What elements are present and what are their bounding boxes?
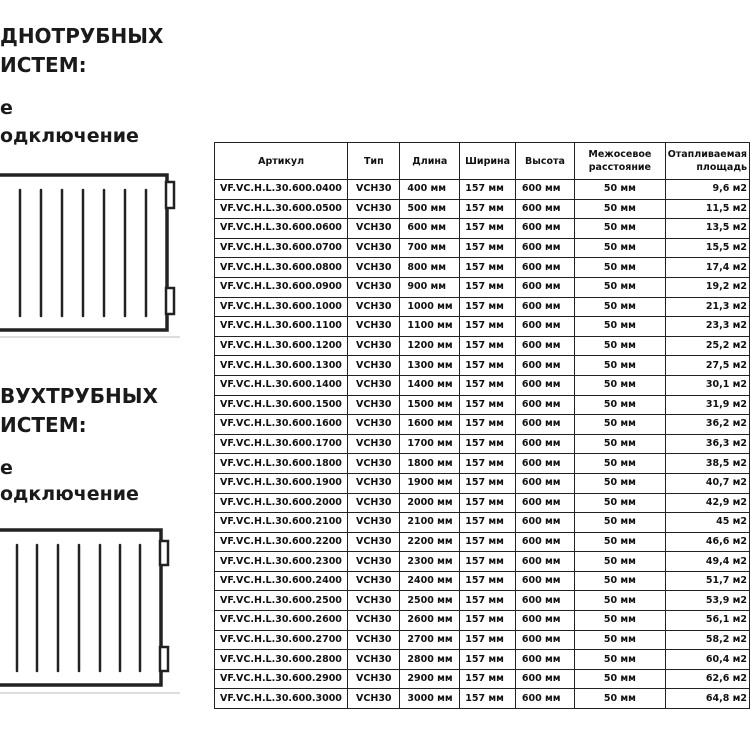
cell-height: 600 мм bbox=[515, 532, 574, 552]
table-row bbox=[215, 630, 750, 650]
cell-width: 157 мм bbox=[460, 415, 516, 435]
table-row bbox=[215, 297, 750, 317]
cell-heated-area: 49,4 м2 bbox=[665, 552, 749, 572]
cell-height: 600 мм bbox=[515, 434, 574, 454]
cell-heated-area: 60,4 м2 bbox=[665, 650, 749, 670]
cell-height: 600 мм bbox=[515, 277, 574, 297]
cell-heated-area: 62,6 м2 bbox=[665, 669, 749, 689]
cell-axis-distance: 50 мм bbox=[575, 630, 666, 650]
cell-heated-area: 42,9 м2 bbox=[665, 493, 749, 513]
section1-subtitle-line1: е bbox=[0, 97, 13, 119]
cell-width: 157 мм bbox=[460, 513, 516, 533]
cell-height: 600 мм bbox=[515, 571, 574, 591]
cell-length: 1800 мм bbox=[400, 454, 460, 474]
cell-height: 600 мм bbox=[515, 689, 574, 709]
section2-subtitle-line1: е bbox=[0, 457, 13, 479]
cell-article: VF.VC.H.L.30.600.1600 bbox=[215, 415, 348, 435]
cell-article: VF.VC.H.L.30.600.1200 bbox=[215, 336, 348, 356]
table-row bbox=[215, 277, 750, 297]
cell-width: 157 мм bbox=[460, 395, 516, 415]
cell-height: 600 мм bbox=[515, 454, 574, 474]
cell-axis-distance: 50 мм bbox=[575, 454, 666, 474]
table-row bbox=[215, 199, 750, 219]
cell-type: VCH30 bbox=[348, 277, 400, 297]
header-type: Тип bbox=[348, 143, 400, 180]
cell-heated-area: 30,1 м2 bbox=[665, 375, 749, 395]
cell-type: VCH30 bbox=[348, 552, 400, 572]
cell-length: 2800 мм bbox=[400, 650, 460, 670]
table-row bbox=[215, 669, 750, 689]
cell-type: VCH30 bbox=[348, 258, 400, 278]
cell-axis-distance: 50 мм bbox=[575, 356, 666, 376]
cell-axis-distance: 50 мм bbox=[575, 434, 666, 454]
cell-width: 157 мм bbox=[460, 650, 516, 670]
cell-type: VCH30 bbox=[348, 375, 400, 395]
cell-heated-area: 53,9 м2 bbox=[665, 591, 749, 611]
cell-article: VF.VC.H.L.30.600.1000 bbox=[215, 297, 348, 317]
cell-axis-distance: 50 мм bbox=[575, 219, 666, 239]
cell-heated-area: 45 м2 bbox=[665, 513, 749, 533]
cell-axis-distance: 50 мм bbox=[575, 473, 666, 493]
cell-heated-area: 51,7 м2 bbox=[665, 571, 749, 591]
cell-heated-area: 23,3 м2 bbox=[665, 317, 749, 337]
cell-heated-area: 46,6 м2 bbox=[665, 532, 749, 552]
cell-type: VCH30 bbox=[348, 611, 400, 631]
cell-article: VF.VC.H.L.30.600.1900 bbox=[215, 473, 348, 493]
cell-axis-distance: 50 мм bbox=[575, 336, 666, 356]
cell-type: VCH30 bbox=[348, 493, 400, 513]
cell-type: VCH30 bbox=[348, 689, 400, 709]
cell-height: 600 мм bbox=[515, 317, 574, 337]
cell-height: 600 мм bbox=[515, 375, 574, 395]
cell-length: 800 мм bbox=[400, 258, 460, 278]
cell-height: 600 мм bbox=[515, 552, 574, 572]
cell-width: 157 мм bbox=[460, 473, 516, 493]
section2-heading-line2: ИСТЕМ: bbox=[0, 413, 87, 437]
cell-article: VF.VC.H.L.30.600.1500 bbox=[215, 395, 348, 415]
cell-length: 1700 мм bbox=[400, 434, 460, 454]
cell-type: VCH30 bbox=[348, 238, 400, 258]
cell-height: 600 мм bbox=[515, 395, 574, 415]
cell-width: 157 мм bbox=[460, 454, 516, 474]
cell-article: VF.VC.H.L.30.600.2400 bbox=[215, 571, 348, 591]
cell-article: VF.VC.H.L.30.600.2700 bbox=[215, 630, 348, 650]
cell-axis-distance: 50 мм bbox=[575, 669, 666, 689]
cell-article: VF.VC.H.L.30.600.0500 bbox=[215, 199, 348, 219]
cell-length: 2900 мм bbox=[400, 669, 460, 689]
cell-width: 157 мм bbox=[460, 336, 516, 356]
cell-article: VF.VC.H.L.30.600.0700 bbox=[215, 238, 348, 258]
cell-length: 1200 мм bbox=[400, 336, 460, 356]
cell-article: VF.VC.H.L.30.600.1800 bbox=[215, 454, 348, 474]
cell-length: 1100 мм bbox=[400, 317, 460, 337]
cell-article: VF.VC.H.L.30.600.2800 bbox=[215, 650, 348, 670]
cell-axis-distance: 50 мм bbox=[575, 258, 666, 278]
cell-type: VCH30 bbox=[348, 199, 400, 219]
cell-length: 2100 мм bbox=[400, 513, 460, 533]
table-row bbox=[215, 317, 750, 337]
section2-subtitle-line2: одключение bbox=[0, 483, 139, 505]
cell-length: 1000 мм bbox=[400, 297, 460, 317]
cell-height: 600 мм bbox=[515, 180, 574, 200]
cell-axis-distance: 50 мм bbox=[575, 297, 666, 317]
table-row bbox=[215, 591, 750, 611]
cell-heated-area: 15,5 м2 bbox=[665, 238, 749, 258]
cell-heated-area: 38,5 м2 bbox=[665, 454, 749, 474]
cell-width: 157 мм bbox=[460, 689, 516, 709]
cell-width: 157 мм bbox=[460, 434, 516, 454]
table-row bbox=[215, 571, 750, 591]
cell-axis-distance: 50 мм bbox=[575, 611, 666, 631]
header-axis-distance: Межосевое расстояние bbox=[575, 143, 666, 180]
cell-length: 1500 мм bbox=[400, 395, 460, 415]
cell-heated-area: 40,7 м2 bbox=[665, 473, 749, 493]
table-row bbox=[215, 219, 750, 239]
table-header-row bbox=[215, 143, 750, 180]
cell-height: 600 мм bbox=[515, 591, 574, 611]
cell-type: VCH30 bbox=[348, 180, 400, 200]
cell-height: 600 мм bbox=[515, 493, 574, 513]
cell-axis-distance: 50 мм bbox=[575, 238, 666, 258]
cell-axis-distance: 50 мм bbox=[575, 180, 666, 200]
cell-article: VF.VC.H.L.30.600.2500 bbox=[215, 591, 348, 611]
cell-axis-distance: 50 мм bbox=[575, 571, 666, 591]
table-row bbox=[215, 336, 750, 356]
table-row bbox=[215, 434, 750, 454]
cell-article: VF.VC.H.L.30.600.2100 bbox=[215, 513, 348, 533]
cell-width: 157 мм bbox=[460, 591, 516, 611]
cell-type: VCH30 bbox=[348, 395, 400, 415]
cell-heated-area: 64,8 м2 bbox=[665, 689, 749, 709]
cell-axis-distance: 50 мм bbox=[575, 591, 666, 611]
cell-type: VCH30 bbox=[348, 513, 400, 533]
cell-type: VCH30 bbox=[348, 434, 400, 454]
cell-length: 1900 мм bbox=[400, 473, 460, 493]
cell-length: 2700 мм bbox=[400, 630, 460, 650]
cell-width: 157 мм bbox=[460, 238, 516, 258]
cell-width: 157 мм bbox=[460, 571, 516, 591]
cell-type: VCH30 bbox=[348, 669, 400, 689]
table-row bbox=[215, 552, 750, 572]
header-height: Высота bbox=[515, 143, 574, 180]
cell-width: 157 мм bbox=[460, 258, 516, 278]
header-article: Артикул bbox=[215, 143, 348, 180]
cell-length: 2300 мм bbox=[400, 552, 460, 572]
cell-height: 600 мм bbox=[515, 258, 574, 278]
cell-article: VF.VC.H.L.30.600.3000 bbox=[215, 689, 348, 709]
cell-length: 3000 мм bbox=[400, 689, 460, 709]
cell-article: VF.VC.H.L.30.600.0400 bbox=[215, 180, 348, 200]
cell-type: VCH30 bbox=[348, 650, 400, 670]
cell-length: 1300 мм bbox=[400, 356, 460, 376]
cell-axis-distance: 50 мм bbox=[575, 415, 666, 435]
cell-width: 157 мм bbox=[460, 532, 516, 552]
cell-height: 600 мм bbox=[515, 356, 574, 376]
cell-height: 600 мм bbox=[515, 297, 574, 317]
cell-type: VCH30 bbox=[348, 454, 400, 474]
cell-length: 2000 мм bbox=[400, 493, 460, 513]
cell-axis-distance: 50 мм bbox=[575, 395, 666, 415]
table-row bbox=[215, 513, 750, 533]
cell-heated-area: 17,4 м2 bbox=[665, 258, 749, 278]
cell-height: 600 мм bbox=[515, 630, 574, 650]
table-row bbox=[215, 375, 750, 395]
table-row bbox=[215, 395, 750, 415]
cell-length: 700 мм bbox=[400, 238, 460, 258]
table-row bbox=[215, 650, 750, 670]
cell-article: VF.VC.H.L.30.600.2300 bbox=[215, 552, 348, 572]
cell-width: 157 мм bbox=[460, 630, 516, 650]
cell-axis-distance: 50 мм bbox=[575, 493, 666, 513]
cell-axis-distance: 50 мм bbox=[575, 277, 666, 297]
cell-axis-distance: 50 мм bbox=[575, 532, 666, 552]
section1-heading-line1: ДНОТРУБНЫХ bbox=[0, 24, 164, 48]
cell-type: VCH30 bbox=[348, 591, 400, 611]
cell-length: 2400 мм bbox=[400, 571, 460, 591]
table-row bbox=[215, 356, 750, 376]
cell-height: 600 мм bbox=[515, 611, 574, 631]
cell-heated-area: 19,2 м2 bbox=[665, 277, 749, 297]
cell-width: 157 мм bbox=[460, 669, 516, 689]
cell-axis-distance: 50 мм bbox=[575, 317, 666, 337]
cell-article: VF.VC.H.L.30.600.1300 bbox=[215, 356, 348, 376]
cell-type: VCH30 bbox=[348, 415, 400, 435]
table-row bbox=[215, 493, 750, 513]
cell-type: VCH30 bbox=[348, 356, 400, 376]
cell-length: 1600 мм bbox=[400, 415, 460, 435]
cell-type: VCH30 bbox=[348, 219, 400, 239]
cell-type: VCH30 bbox=[348, 571, 400, 591]
cell-height: 600 мм bbox=[515, 199, 574, 219]
cell-axis-distance: 50 мм bbox=[575, 650, 666, 670]
header-width: Ширина bbox=[460, 143, 516, 180]
cell-article: VF.VC.H.L.30.600.2600 bbox=[215, 611, 348, 631]
cell-height: 600 мм bbox=[515, 336, 574, 356]
cell-width: 157 мм bbox=[460, 317, 516, 337]
cell-article: VF.VC.H.L.30.600.0900 bbox=[215, 277, 348, 297]
cell-width: 157 мм bbox=[460, 199, 516, 219]
cell-axis-distance: 50 мм bbox=[575, 689, 666, 709]
table-row bbox=[215, 454, 750, 474]
cell-height: 600 мм bbox=[515, 238, 574, 258]
cell-length: 500 мм bbox=[400, 199, 460, 219]
cell-type: VCH30 bbox=[348, 630, 400, 650]
cell-article: VF.VC.H.L.30.600.2000 bbox=[215, 493, 348, 513]
radiator-two-pipe-icon bbox=[0, 525, 182, 695]
section1-heading-line2: ИСТЕМ: bbox=[0, 53, 87, 77]
cell-heated-area: 9,6 м2 bbox=[665, 180, 749, 200]
cell-type: VCH30 bbox=[348, 532, 400, 552]
cell-height: 600 мм bbox=[515, 219, 574, 239]
cell-heated-area: 31,9 м2 bbox=[665, 395, 749, 415]
cell-heated-area: 58,2 м2 bbox=[665, 630, 749, 650]
cell-height: 600 мм bbox=[515, 473, 574, 493]
cell-heated-area: 36,3 м2 bbox=[665, 434, 749, 454]
cell-heated-area: 13,5 м2 bbox=[665, 219, 749, 239]
cell-article: VF.VC.H.L.30.600.2200 bbox=[215, 532, 348, 552]
cell-length: 600 мм bbox=[400, 219, 460, 239]
header-length: Длина bbox=[400, 143, 460, 180]
cell-width: 157 мм bbox=[460, 356, 516, 376]
cell-type: VCH30 bbox=[348, 297, 400, 317]
cell-axis-distance: 50 мм bbox=[575, 375, 666, 395]
cell-height: 600 мм bbox=[515, 669, 574, 689]
cell-height: 600 мм bbox=[515, 513, 574, 533]
cell-type: VCH30 bbox=[348, 336, 400, 356]
cell-heated-area: 25,2 м2 bbox=[665, 336, 749, 356]
cell-article: VF.VC.H.L.30.600.1100 bbox=[215, 317, 348, 337]
cell-length: 2600 мм bbox=[400, 611, 460, 631]
cell-width: 157 мм bbox=[460, 277, 516, 297]
cell-length: 2500 мм bbox=[400, 591, 460, 611]
cell-length: 1400 мм bbox=[400, 375, 460, 395]
cell-type: VCH30 bbox=[348, 317, 400, 337]
table-row bbox=[215, 180, 750, 200]
cell-length: 2200 мм bbox=[400, 532, 460, 552]
cell-width: 157 мм bbox=[460, 552, 516, 572]
cell-heated-area: 27,5 м2 bbox=[665, 356, 749, 376]
cell-axis-distance: 50 мм bbox=[575, 513, 666, 533]
cell-height: 600 мм bbox=[515, 650, 574, 670]
section2-heading-line1: ВУХТРУБНЫХ bbox=[0, 384, 158, 408]
cell-article: VF.VC.H.L.30.600.1700 bbox=[215, 434, 348, 454]
cell-article: VF.VC.H.L.30.600.0600 bbox=[215, 219, 348, 239]
table-row bbox=[215, 689, 750, 709]
cell-width: 157 мм bbox=[460, 611, 516, 631]
radiator-spec-table bbox=[214, 142, 750, 709]
cell-width: 157 мм bbox=[460, 297, 516, 317]
cell-type: VCH30 bbox=[348, 473, 400, 493]
cell-heated-area: 21,3 м2 bbox=[665, 297, 749, 317]
cell-article: VF.VC.H.L.30.600.0800 bbox=[215, 258, 348, 278]
section1-subtitle-line2: одключение bbox=[0, 125, 139, 147]
table-row bbox=[215, 611, 750, 631]
table-row bbox=[215, 415, 750, 435]
table-row bbox=[215, 532, 750, 552]
cell-length: 400 мм bbox=[400, 180, 460, 200]
cell-width: 157 мм bbox=[460, 219, 516, 239]
cell-width: 157 мм bbox=[460, 375, 516, 395]
table-row bbox=[215, 473, 750, 493]
cell-axis-distance: 50 мм bbox=[575, 552, 666, 572]
cell-axis-distance: 50 мм bbox=[575, 199, 666, 219]
radiator-one-pipe-icon bbox=[0, 168, 182, 338]
cell-heated-area: 56,1 м2 bbox=[665, 611, 749, 631]
header-heated-area: Отапливаемая площадь bbox=[665, 143, 749, 180]
cell-width: 157 мм bbox=[460, 180, 516, 200]
cell-article: VF.VC.H.L.30.600.1400 bbox=[215, 375, 348, 395]
cell-heated-area: 36,2 м2 bbox=[665, 415, 749, 435]
cell-heated-area: 11,5 м2 bbox=[665, 199, 749, 219]
table-row bbox=[215, 258, 750, 278]
cell-article: VF.VC.H.L.30.600.2900 bbox=[215, 669, 348, 689]
cell-width: 157 мм bbox=[460, 493, 516, 513]
cell-height: 600 мм bbox=[515, 415, 574, 435]
cell-length: 900 мм bbox=[400, 277, 460, 297]
table-row bbox=[215, 238, 750, 258]
